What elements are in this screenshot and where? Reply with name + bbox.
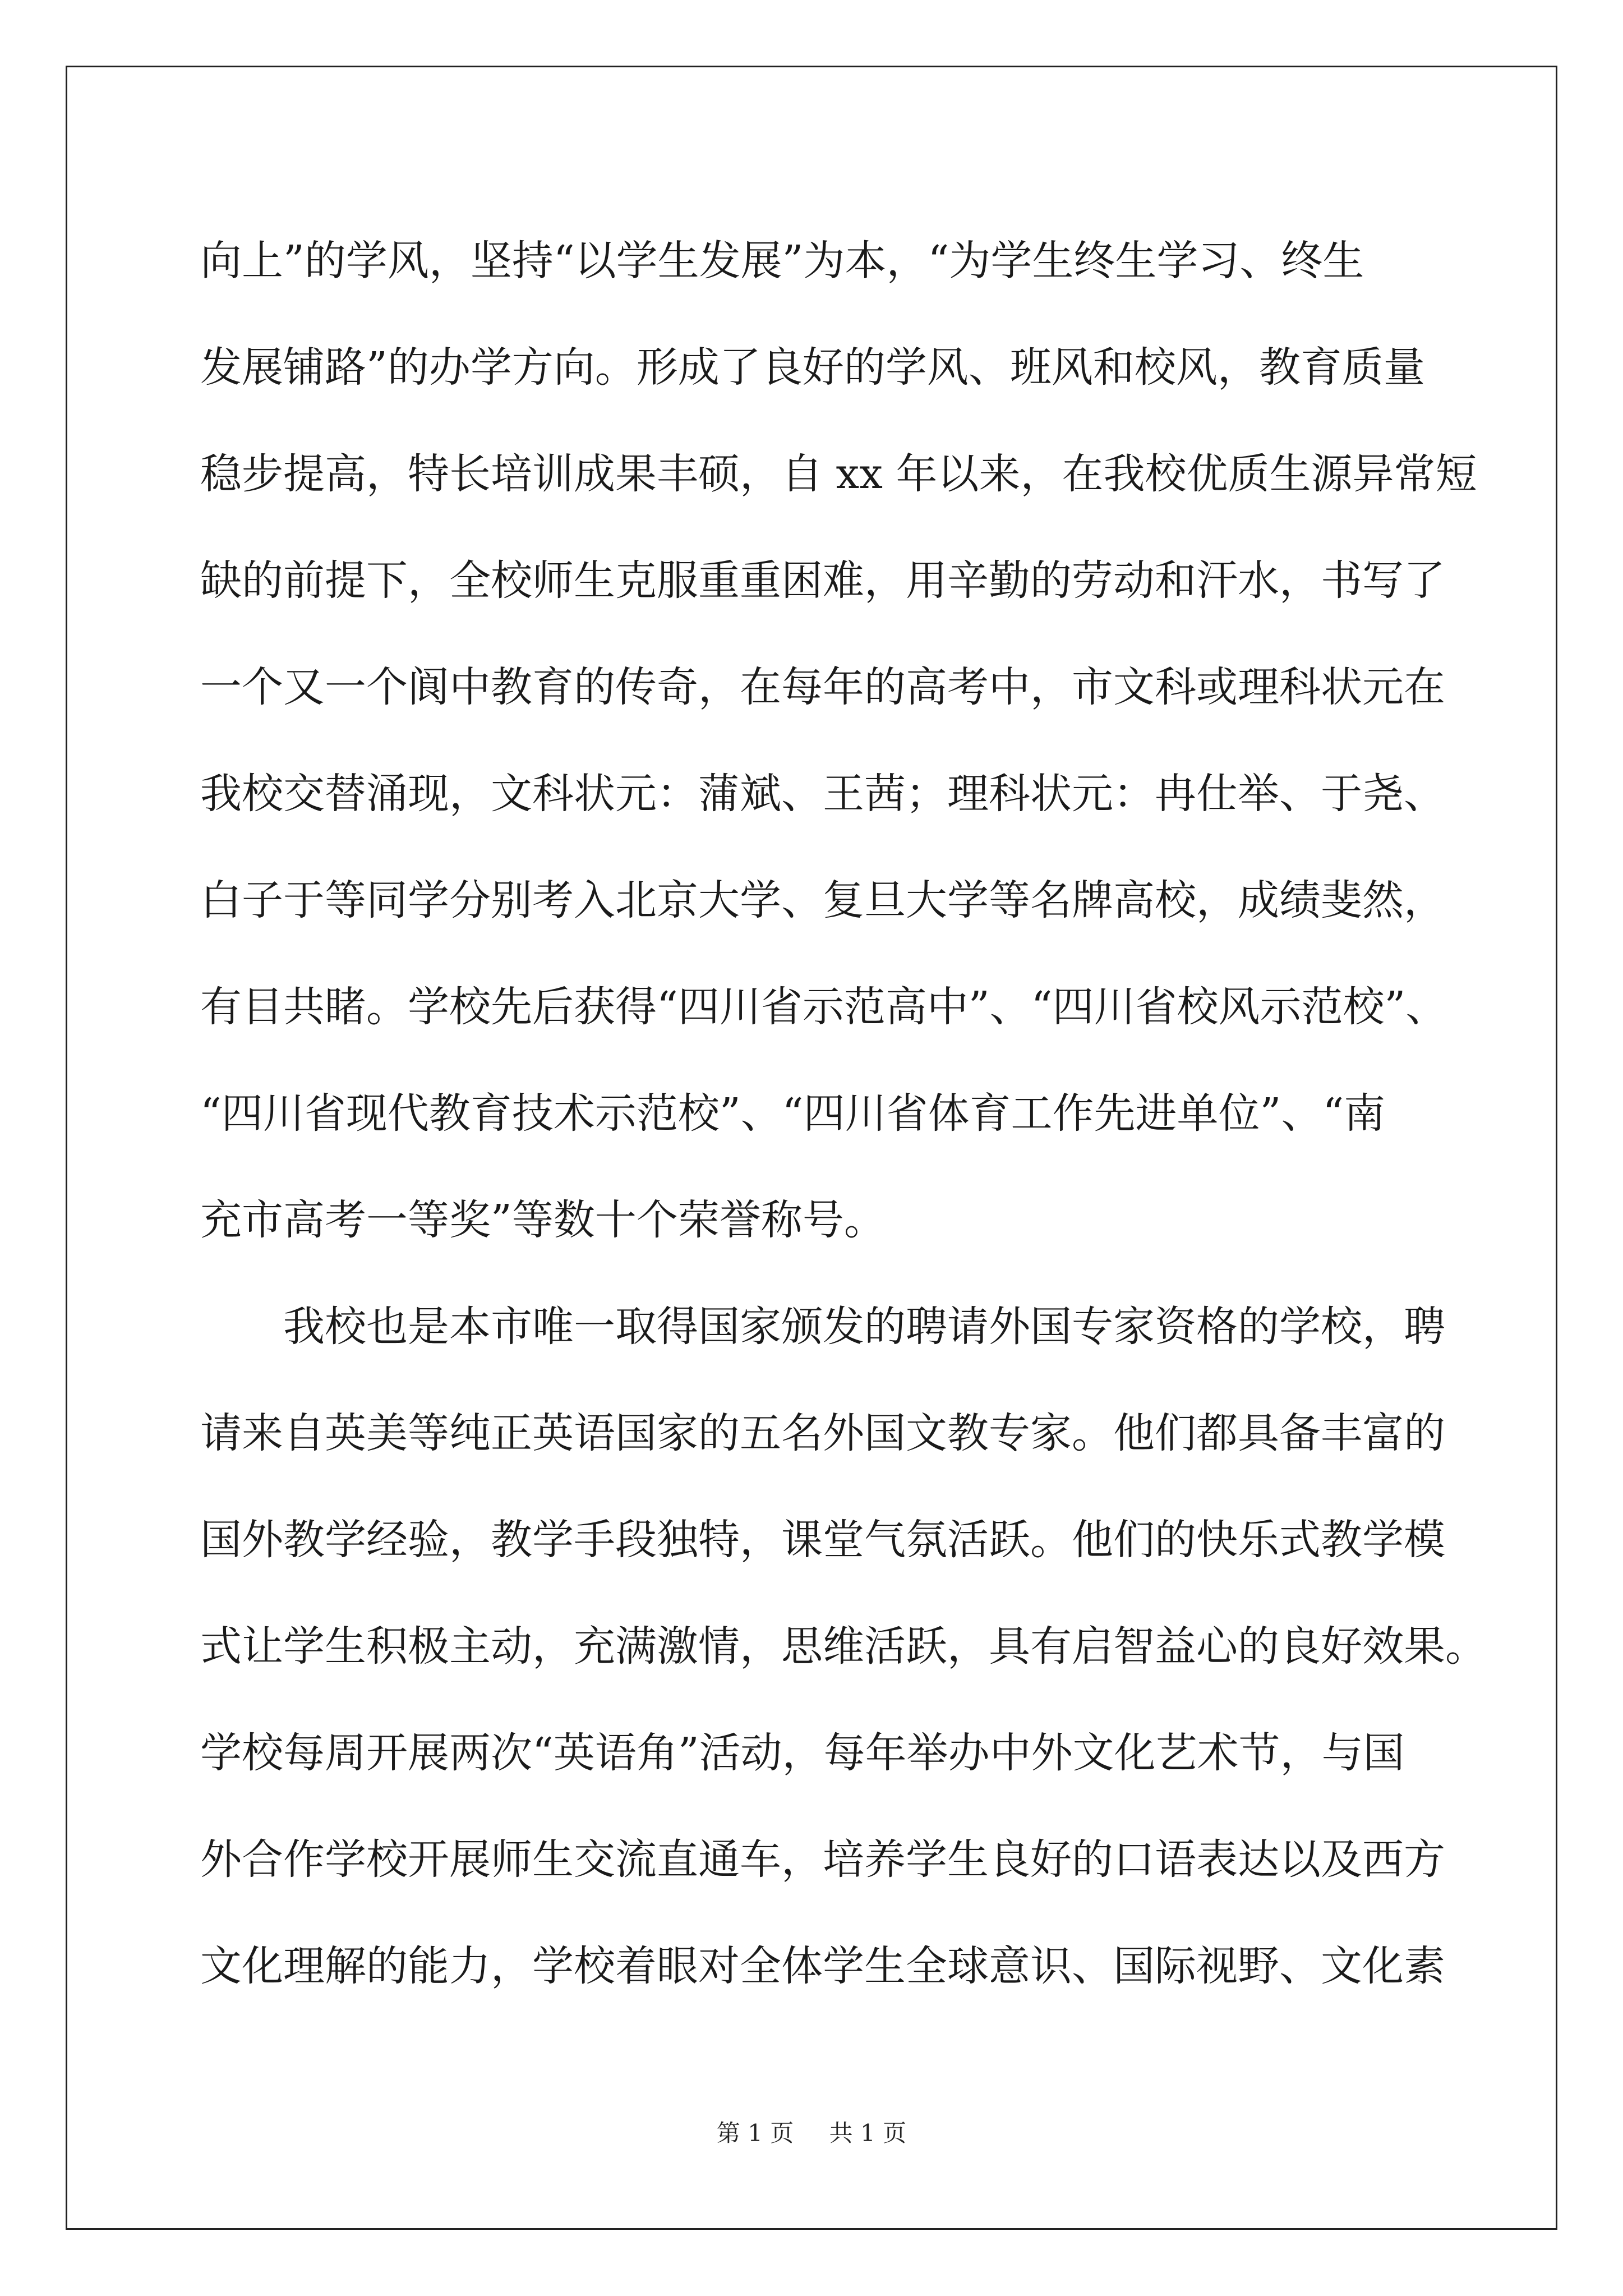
- page-number: 第 1 页: [716, 2119, 794, 2147]
- text-line: 充市高考一等奖”等数十个荣誉称号。: [200, 1196, 886, 1244]
- page-footer: [0, 2115, 1623, 2148]
- text-line: 国外教学经验，教学手段独特，课堂气氛活跃。他们的快乐式教学模: [200, 1516, 1445, 1564]
- text-line: 一个又一个阆中教育的传奇，在每年的高考中，市文科或理科状元在: [200, 663, 1445, 711]
- text-line: 外合作学校开展师生交流直通车，培养学生良好的口语表达以及西方: [200, 1835, 1445, 1884]
- text-line: 发展铺路”的办学方向。形成了良好的学风、班风和校风，教育质量: [200, 343, 1425, 392]
- text-line: 式让学生积极主动，充满激情，思维活跃，具有启智益心的良好效果。: [200, 1622, 1487, 1671]
- text-line: 缺的前提下，全校师生克服重重困难，用辛勤的劳动和汗水，书写了: [200, 556, 1445, 605]
- text-line: 有目共睹。学校先后获得“四川省示范高中”、“四川省校风示范校”、: [200, 983, 1447, 1031]
- page-total: 共 1 页: [829, 2119, 907, 2147]
- text-line: 请来自英美等纯正英语国家的五名外国文教专家。他们都具备丰富的: [200, 1409, 1445, 1457]
- text-line: 向上”的学风，坚持“以学生发展”为本，“为学生终生学习、终生: [200, 237, 1364, 285]
- document-body: [200, 208, 1487, 2019]
- paragraph-start-line: 我校也是本市唯一取得国家颁发的聘请外国专家资格的学校，聘: [283, 1303, 1445, 1351]
- text-line: 稳步提高，特长培训成果丰硕，自 xx 年以来，在我校优质生源异常短: [200, 450, 1477, 498]
- text-line: “四川省现代教育技术示范校”、“四川省体育工作先进单位”、“南: [200, 1089, 1386, 1138]
- text-line: 学校每周开展两次“英语角”活动，每年举办中外文化艺术节，与国: [200, 1729, 1405, 1777]
- text-line: 文化理解的能力，学校着眼对全体学生全球意识、国际视野、文化素: [200, 1942, 1445, 1990]
- text-line: 白子于等同学分别考入北京大学、复旦大学等名牌高校，成绩斐然，: [200, 876, 1445, 924]
- text-line: 我校交替涌现，文科状元：蒲斌、王茜；理科状元：冉仕举、于尧、: [200, 770, 1445, 818]
